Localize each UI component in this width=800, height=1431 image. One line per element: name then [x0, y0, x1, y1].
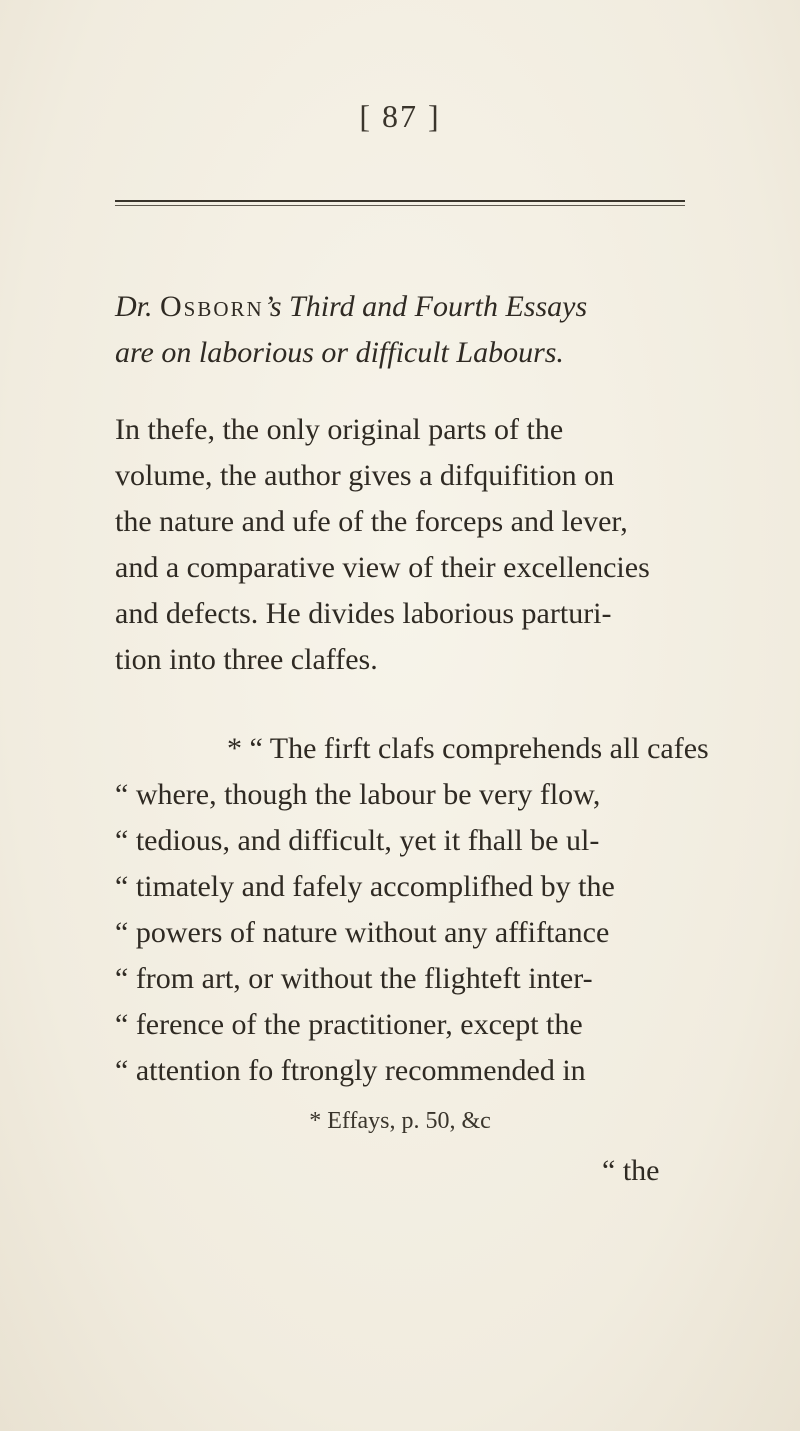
paragraph-line: tion into three claffes. [115, 643, 378, 676]
paragraph-line: In thefe, the only original parts of the [115, 413, 564, 446]
quote-line: “ ference of the practitioner, except the [115, 1008, 583, 1041]
heading-line-1: Dr. Osborn’s Third and Fourth Essays [115, 290, 588, 323]
quote-line: “ powers of nature without any affiftance [115, 916, 610, 949]
catchword: “ the [602, 1154, 660, 1187]
quote-line: “ timately and fafely accomplifhed by the [115, 870, 615, 903]
heading-line-2: are on laborious or difficult Labours. [115, 336, 564, 369]
paragraph-line: the nature and ufe of the forceps and lever, [115, 505, 628, 538]
paragraph-line: volume, the author gives a difquifition on [115, 459, 615, 492]
quote-line: “ from art, or without the flighteft inter- [115, 962, 593, 995]
header-rule-thin [115, 205, 685, 206]
quote-line: “ where, though the labour be very flow, [115, 778, 601, 811]
paragraph-line: and a comparative view of their excellencies [115, 551, 650, 584]
footnote: * Effays, p. 50, &c [309, 1108, 491, 1134]
header-rule [115, 200, 685, 202]
quote-line: * “ The firft clafs comprehends all cafes [227, 732, 709, 765]
paragraph-line: and defects. He divides laborious parturi- [115, 597, 612, 630]
page-number: [ 87 ] [359, 98, 441, 134]
quote-line: “ attention fo ftrongly recommended in [115, 1054, 586, 1087]
quote-line: “ tedious, and difficult, yet it fhall be ul- [115, 824, 600, 857]
